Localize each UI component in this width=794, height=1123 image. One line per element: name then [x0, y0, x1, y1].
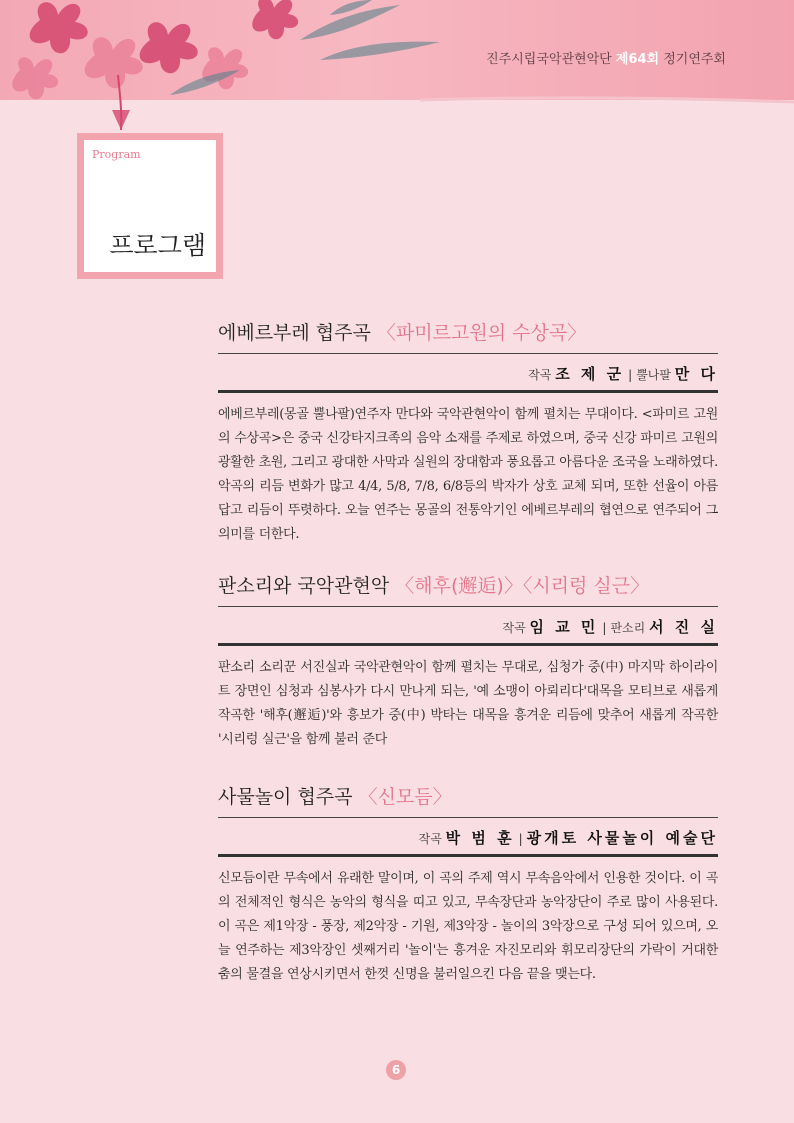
section-title [218, 782, 718, 809]
program-box [77, 133, 223, 279]
section-divider [218, 353, 718, 354]
credit-name-performer: 만 다 [674, 365, 718, 383]
section-title [218, 318, 718, 345]
credit-separator: | [628, 368, 633, 382]
section-title-text: 사물놀이 협주곡 [218, 786, 353, 808]
credit-name-performer: 광개토 사물놀이 예술단 [526, 829, 718, 847]
section-divider-thick [218, 643, 718, 646]
section-description: 에베르부레(몽골 뿔나팔)연주자 만다와 국악관현악이 함께 펼치는 무대이다. <파미르 고원의 수상곡>은 중국 신강타지크족의 음악 소재를 주제로 하였으며, 중국 신강 파미르 고원의 광활한 초원, 그리고 광대한 사막과 실원의 장대함과 풍요롭고 아름다운 조국을 노래하였다. 악곡의 리듬 변화가 많고 4/4, 5/8, 7/8, 6/8등의 박자가 상호 교체 되며, 또한 선율이 아름답고 리듬이 뚜렷하다. 오늘 연주는 몽골의 전통악기인 에베르부레의 협연으로 연주되어 그 의미를 더한다. [218, 407, 718, 542]
program-box-inner [84, 140, 216, 272]
section-divider-thick [218, 390, 718, 393]
credit-role-composer: 작곡 [502, 621, 526, 635]
credit-name-composer: 박 범 훈 [445, 829, 515, 847]
section-divider [218, 817, 718, 818]
credit-role-performer: 뿔나팔 [636, 368, 671, 382]
credit-name-composer: 조 제 군 [555, 365, 625, 383]
page-number: 6 [386, 1060, 406, 1080]
program-section-2 [218, 571, 718, 752]
credit-role-composer: 작곡 [418, 832, 442, 846]
section-description: 신모듬이란 무속에서 유래한 말이며, 이 곡의 주제 역시 무속음악에서 인용한 것이다. 이 곡의 전체적인 형식은 농악의 형식을 띠고 있고, 무속장단과 농악장단이 주로 많이 사용된다. 이 곡은 제1악장 - 풍장, 제2악장 - 기원, 제3악장 - 놀이의 3악장으로 구성 되어 있으며, 오늘 연주하는 제3악장인 셋째거리 '놀이'는 흥겨운 자진모리와 휘모리장단의 가락이 거대한 춤의 물결을 연상시키면서 한껏 신명을 불러일으킨 다음 끝을 맺는다. [218, 871, 718, 982]
section-divider-thick [218, 854, 718, 857]
header-edition: 제64회 [615, 52, 660, 67]
credit-name-performer: 서 진 실 [649, 618, 718, 636]
section-credits [218, 826, 718, 850]
section-subtitle: 〈해후(邂逅)〉〈시리렁 실근〉 [395, 575, 650, 597]
credit-separator: | [602, 621, 607, 635]
credit-separator: | [518, 832, 523, 846]
header-org: 진주시립국악관현악단 [486, 52, 612, 67]
header-event: 정기연주회 [663, 52, 726, 67]
section-description: 판소리 소리꾼 서진실과 국악관현악이 함께 펼치는 무대로, 심청가 중(中) 마지막 하이라이트 장면인 심청과 심봉사가 다시 만나게 되는, '예 소맹이 아뢰리다'대목을 모티브로 새롭게 작곡한 '해후(邂逅)'와 흥보가 중(中) 박타는 대목을 흥겨운 리듬에 맞추어 새롭게 작곡한 '시리렁 실근'을 함께 불러 준다 [218, 660, 718, 747]
credit-name-composer: 임 교 민 [529, 618, 599, 636]
credit-role-composer: 작곡 [528, 368, 552, 382]
section-credits [218, 362, 718, 386]
section-divider [218, 606, 718, 607]
header-title [486, 48, 726, 67]
flower-decoration [0, 0, 500, 135]
section-subtitle: 〈파미르고원의 수상곡〉 [376, 322, 587, 344]
section-title-text: 에베르부레 협주곡 [218, 322, 371, 344]
program-section-3 [218, 782, 718, 987]
program-label-en: Program [92, 148, 141, 161]
section-title-text: 판소리와 국악관현악 [218, 575, 390, 597]
program-section-1 [218, 318, 718, 547]
section-subtitle: 〈신모듬〉 [358, 786, 452, 808]
section-credits [218, 615, 718, 639]
section-title [218, 571, 718, 598]
program-label-ko: 프로그램 [109, 231, 206, 260]
credit-role-performer: 판소리 [610, 621, 646, 635]
